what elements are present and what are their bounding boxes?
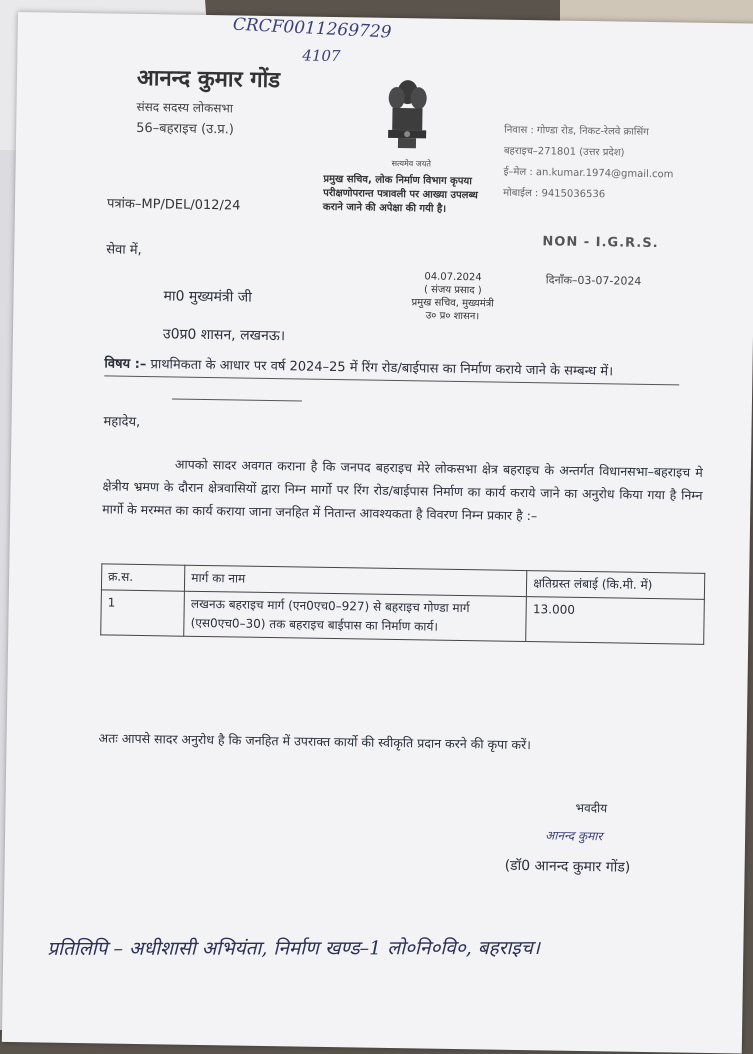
table-header-cell: क्षतिग्रस्त लंबाई (कि.मी. में) [527,571,705,600]
letter-date: दिनाँक–03-07-2024 [545,273,642,288]
subject-underline-2 [172,398,302,401]
address-line-2: बहराइच–271801 (उत्तर प्रदेश) [503,145,625,159]
subject-label: विषय :– [104,356,147,373]
signature-name: ( संजय प्रसाद ) [423,284,482,297]
copy-to-note: प्रतिलिपि – अधीशासी अभियंता, निर्माण खण्ड–1 लो०नि०वि०, बहराइच। [47,937,541,960]
sender-role: संसद सदस्य लोकसभा [136,99,234,116]
table-header-cell: मार्ग का नाम [185,565,527,596]
signature-date: 04.07.2024 [424,271,482,284]
address-line-1: निवास : गोण्डा रोड, निकट-रेलवे क्रासिंग [504,124,649,138]
state-emblem-icon [384,76,431,157]
signature-stamp [411,270,494,323]
signature-title: प्रमुख सचिव, मुख्यमंत्री [411,297,494,310]
road-details-table [100,563,705,644]
request-paragraph: अतः आपसे सादर अनुरोध है कि जनहित में उपराक्त कार्यो की स्वीकृति प्रदान करने की कृपा करें। [98,730,532,753]
non-igrs-stamp: NON - I.G.R.S. [542,234,659,252]
handwritten-reference-number-2: 4107 [302,46,341,66]
letter-sheet [2,12,753,1053]
handwritten-reference-number: CRCF0011269729 [232,14,392,43]
table-row [101,590,705,644]
signature-office: उ० प्र० शासन। [425,310,480,323]
sender-name: आनन्द कुमार गोंड [136,65,281,94]
sender-constituency: 56–बहराइच (उ.प्र.) [136,120,235,138]
handwritten-signature: आनन्द कुमार [545,828,603,844]
sender-address [503,120,674,207]
greeting: महादेय, [103,414,141,430]
table-cell: लखनऊ बहराइच मार्ग (एन0एच0–927) से बहराइच गोण्डा मार्ग (एस0एच0–30) तक बहराइच बाईपास का निर्माण कार्य। [184,591,527,641]
table-header-cell: क्र.स. [101,564,185,591]
reference-number: पत्रांक–MP/DEL/012/24 [106,196,241,214]
recipient-line-2: उ0प्र0 शासन, लखनऊ। [162,326,286,345]
emblem-caption: सत्यमेव जयते [391,158,432,169]
address-email: ई–मेल : an.kumar.1974@gmail.com [503,166,674,181]
endorsement-stamp: प्रमुख सचिव, लोक निर्माण विभाग कृपया परीक्षणोपरान्त पत्रावली पर आख्या उपलब्ध कराने जाने की अपेक्षा की गयी है। [322,173,478,215]
subject-text: प्राथमिकता के आधार पर वर्ष 2024–25 में रिंग रोड/बाईपास का निर्माण कराये जाने के सम्बन्ध में। [150,357,614,380]
address-mobile: मोबाईल : 9415036536 [503,187,606,201]
table-cell: 13.000 [526,597,704,645]
table-cell: 1 [101,590,185,636]
body-paragraph: आपको सादर अवगत कराना है कि जनपद बहराइच मेरे लोकसभा क्षेत्र बहराइच के अन्तर्गत विधानसभा–बहराइच मे क्षेत्रीय भ्रमण के दौरान क्षेत्रवासियों द्वारा निम्न मार्गो पर रिंग रोड/बाईपास निर्माण का कार्य कराये जाने का अनुरोध किया गया है निम्न मार्गो के मरम्मत का कार्य कराया जाना जनहित में नितान्त आवश्यकता है विवरण निम्न प्रकार है :– [102,456,703,524]
recipient-line-1: मा0 मुख्यमंत्री जी [163,288,252,306]
closing: भवदीय [575,800,608,816]
salutation-to: सेवा में, [106,242,142,258]
signatory-name: (डॉ0 आनन्द कुमार गोंड) [504,857,631,876]
